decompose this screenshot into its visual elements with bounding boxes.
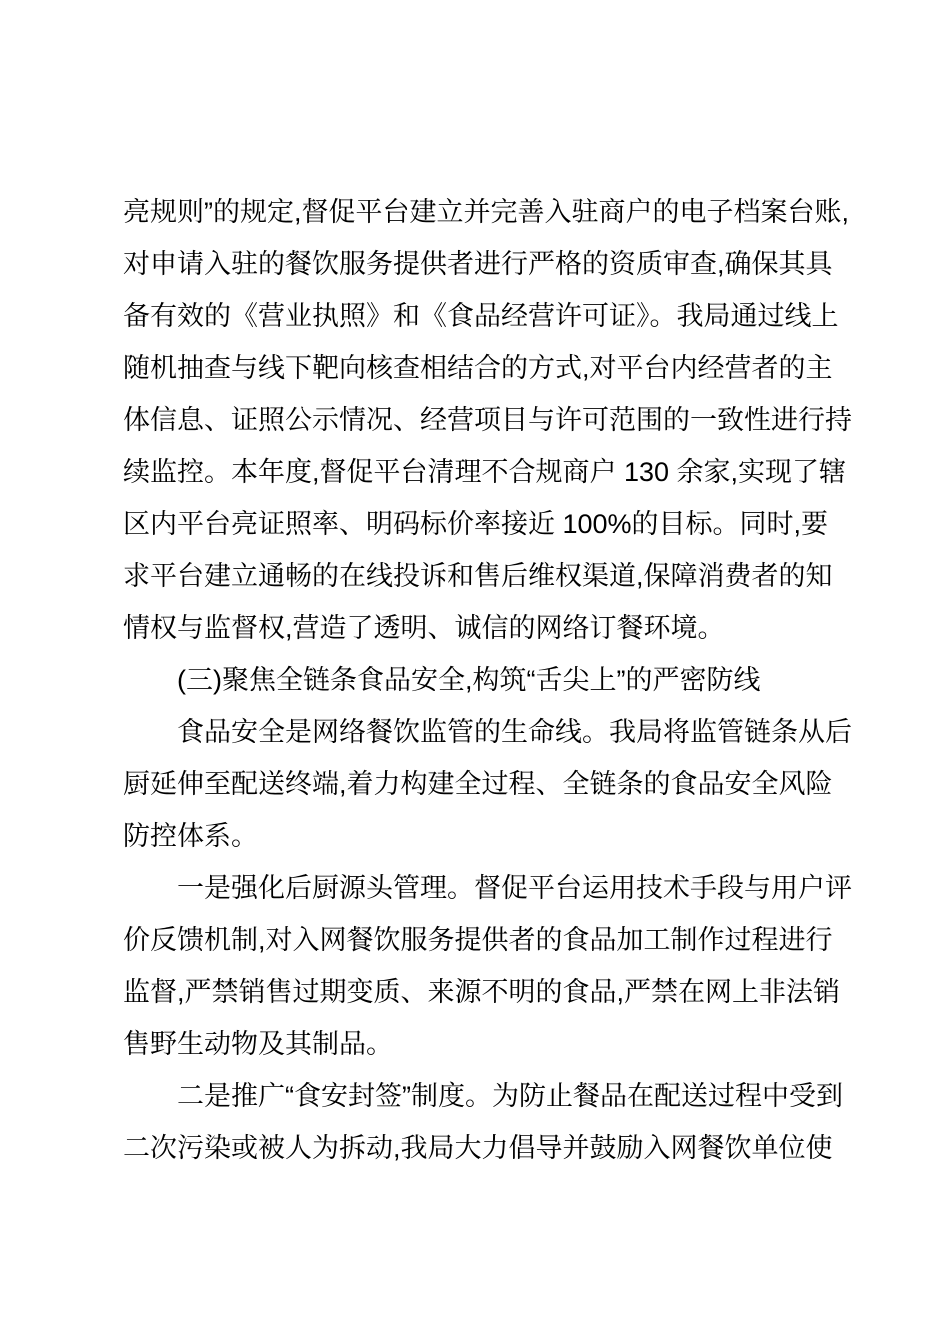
text-line: 一是强化后厨源头管理。督促平台运用技术手段与用户评 — [177, 873, 852, 903]
section-heading-line: (三)聚焦全链条食品安全,构筑“舌尖上”的严密防线 — [177, 665, 761, 695]
text-line: 情权与监督权,营造了透明、诚信的网络订餐环境。 — [123, 613, 725, 643]
section-heading — [123, 654, 835, 706]
paragraph — [123, 186, 852, 654]
text-line: 对申请入驻的餐饮服务提供者进行严格的资质审查,确保其具 — [123, 249, 833, 279]
text-line: 厨延伸至配送终端,着力构建全过程、全链条的食品安全风险 — [123, 769, 833, 799]
text-line: 亮规则”的规定,督促平台建立并完善入驻商户的电子档案台账, — [123, 197, 849, 227]
text-line: 二次污染或被人为拆动,我局大力倡导并鼓励入网餐饮单位使 — [123, 1133, 833, 1163]
text-line: 防控体系。 — [123, 821, 258, 851]
text-line: 求平台建立通畅的在线投诉和售后维权渠道,保障消费者的知 — [123, 561, 833, 591]
text-line: 体信息、证照公示情况、经营项目与许可范围的一致性进行持 — [123, 405, 852, 435]
text-line: 续监控。本年度,督促平台清理不合规商户 130 余家,实现了辖 — [123, 457, 847, 487]
text-line: 二是推广“食安封签”制度。为防止餐品在配送过程中受到 — [177, 1081, 843, 1111]
document-body — [123, 186, 852, 1174]
text-line: 随机抽查与线下靶向核查相结合的方式,对平台内经营者的主 — [123, 353, 833, 383]
paragraph — [123, 706, 852, 862]
paragraph — [123, 1070, 843, 1174]
text-line: 售野生动物及其制品。 — [123, 1029, 393, 1059]
text-line: 价反馈机制,对入网餐饮服务提供者的食品加工制作过程进行 — [123, 925, 833, 955]
text-line: 区内平台亮证照率、明码标价率接近 100%的目标。同时,要 — [123, 509, 829, 539]
text-line: 备有效的《营业执照》和《食品经营许可证》。我局通过线上 — [123, 301, 839, 331]
text-line: 监督,严禁销售过期变质、来源不明的食品,严禁在网上非法销 — [123, 977, 841, 1007]
paragraph — [123, 862, 852, 1070]
text-line: 食品安全是网络餐饮监管的生命线。我局将监管链条从后 — [177, 717, 852, 747]
